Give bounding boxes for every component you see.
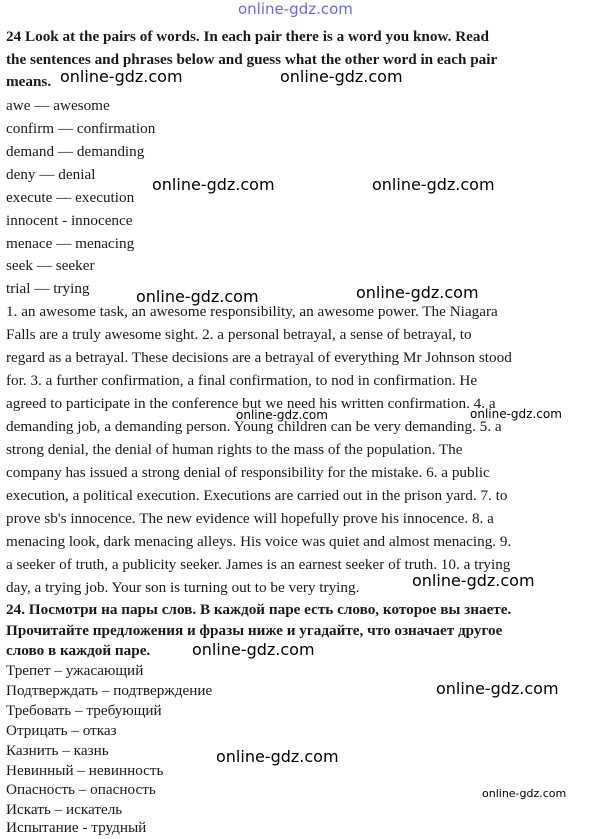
word-pair-ru: Невинный – невинность — [6, 762, 164, 779]
word-pair-ru: Требовать – требующий — [6, 702, 162, 719]
word-pair: demand — demanding — [6, 143, 145, 160]
body-line: day, a trying job. Your son is turning out to be very trying. — [6, 579, 360, 596]
watermark: online-gdz.com — [60, 67, 183, 86]
word-pair: awe — awesome — [6, 97, 110, 114]
body-line: strong denial, the denial of human rights to the mass of the population. The — [6, 441, 463, 458]
word-pair-ru: Подтверждать – подтверждение — [6, 682, 213, 699]
word-pair: seek — seeker — [6, 257, 95, 274]
word-pair-ru: Опасность – опасность — [6, 781, 156, 798]
word-pair: deny — denial — [6, 166, 96, 183]
watermark: online-gdz.com — [436, 679, 559, 698]
word-pair: trial — trying — [6, 280, 90, 297]
word-pair: innocent - innocence — [6, 212, 133, 229]
watermark: online-gdz.com — [136, 287, 259, 306]
body-line: Falls are a truly awesome sight. 2. a personal betrayal, a sense of betrayal, to — [6, 326, 472, 343]
body-line: prove sb's innocence. The new evidence will hopefully prove his innocence. 8. a — [6, 510, 494, 527]
body-line: demanding job, a demanding person. Young children can be very demanding. 5. a — [6, 418, 502, 435]
watermark: online-gdz.com — [412, 571, 535, 590]
watermark: online-gdz.com — [236, 408, 328, 422]
watermark: online-gdz.com — [482, 787, 567, 800]
body-line: execution, a political execution. Executions are carried out in the prison yard. 7. to — [6, 487, 508, 504]
word-pair: execute — execution — [6, 189, 135, 206]
task-ru-title-line: 24. Посмотри на пары слов. В каждой паре есть слово, которое вы знаете. — [6, 601, 512, 618]
word-pair-ru: Казнить – казнь — [6, 742, 109, 759]
watermark: online-gdz.com — [280, 67, 403, 86]
word-pair: menace — menacing — [6, 235, 135, 252]
body-line: agreed to participate in the conference but we need his written confirmation. 4. a — [6, 395, 496, 412]
watermark: online-gdz.com — [216, 747, 339, 766]
body-line: menacing look, dark menacing alleys. His voice was quiet and almost menacing. 9. — [6, 533, 512, 550]
task-en-title-line: 24 Look at the pairs of words. In each pair there is a word you know. Read — [6, 28, 489, 45]
body-line: a seeker of truth, a publicity seeker. James is an earnest seeker of truth. 10. a trying — [6, 556, 511, 573]
watermark: online-gdz.com — [152, 175, 275, 194]
watermark: online-gdz.com — [372, 175, 495, 194]
word-pair: confirm — confirmation — [6, 120, 156, 137]
body-line: 1. an awesome task, an awesome responsibility, an awesome power. The Niagara — [6, 303, 498, 320]
watermark: online-gdz.com — [470, 407, 562, 421]
body-line: for. 3. a further confirmation, a final confirmation, to nod in confirmation. He — [6, 372, 478, 389]
task-ru-title-line: Прочитайте предложения и фразы ниже и угадайте, что означает другое — [6, 622, 503, 639]
task-en-title-line: the sentences and phrases below and guess what the other word in each pair — [6, 51, 498, 68]
watermark: online-gdz.com — [356, 283, 479, 302]
body-line: regard as a betrayal. These decisions are a betrayal of everything Mr Johnson stood — [6, 349, 512, 366]
header-watermark: online-gdz.com — [238, 0, 353, 18]
word-pair-ru: Искать – искатель — [6, 801, 123, 818]
body-line: company has issued a strong denial of responsibility for the mistake. 6. a public — [6, 464, 490, 481]
word-pair-ru: Испытание - трудный — [6, 819, 147, 836]
task-ru-title-line: слово в каждой паре. — [6, 642, 151, 659]
watermark: online-gdz.com — [192, 640, 315, 659]
word-pair-ru: Трепет – ужасающий — [6, 662, 144, 679]
word-pair-ru: Отрицать – отказ — [6, 722, 117, 739]
task-en-title-line: means. — [6, 73, 52, 90]
